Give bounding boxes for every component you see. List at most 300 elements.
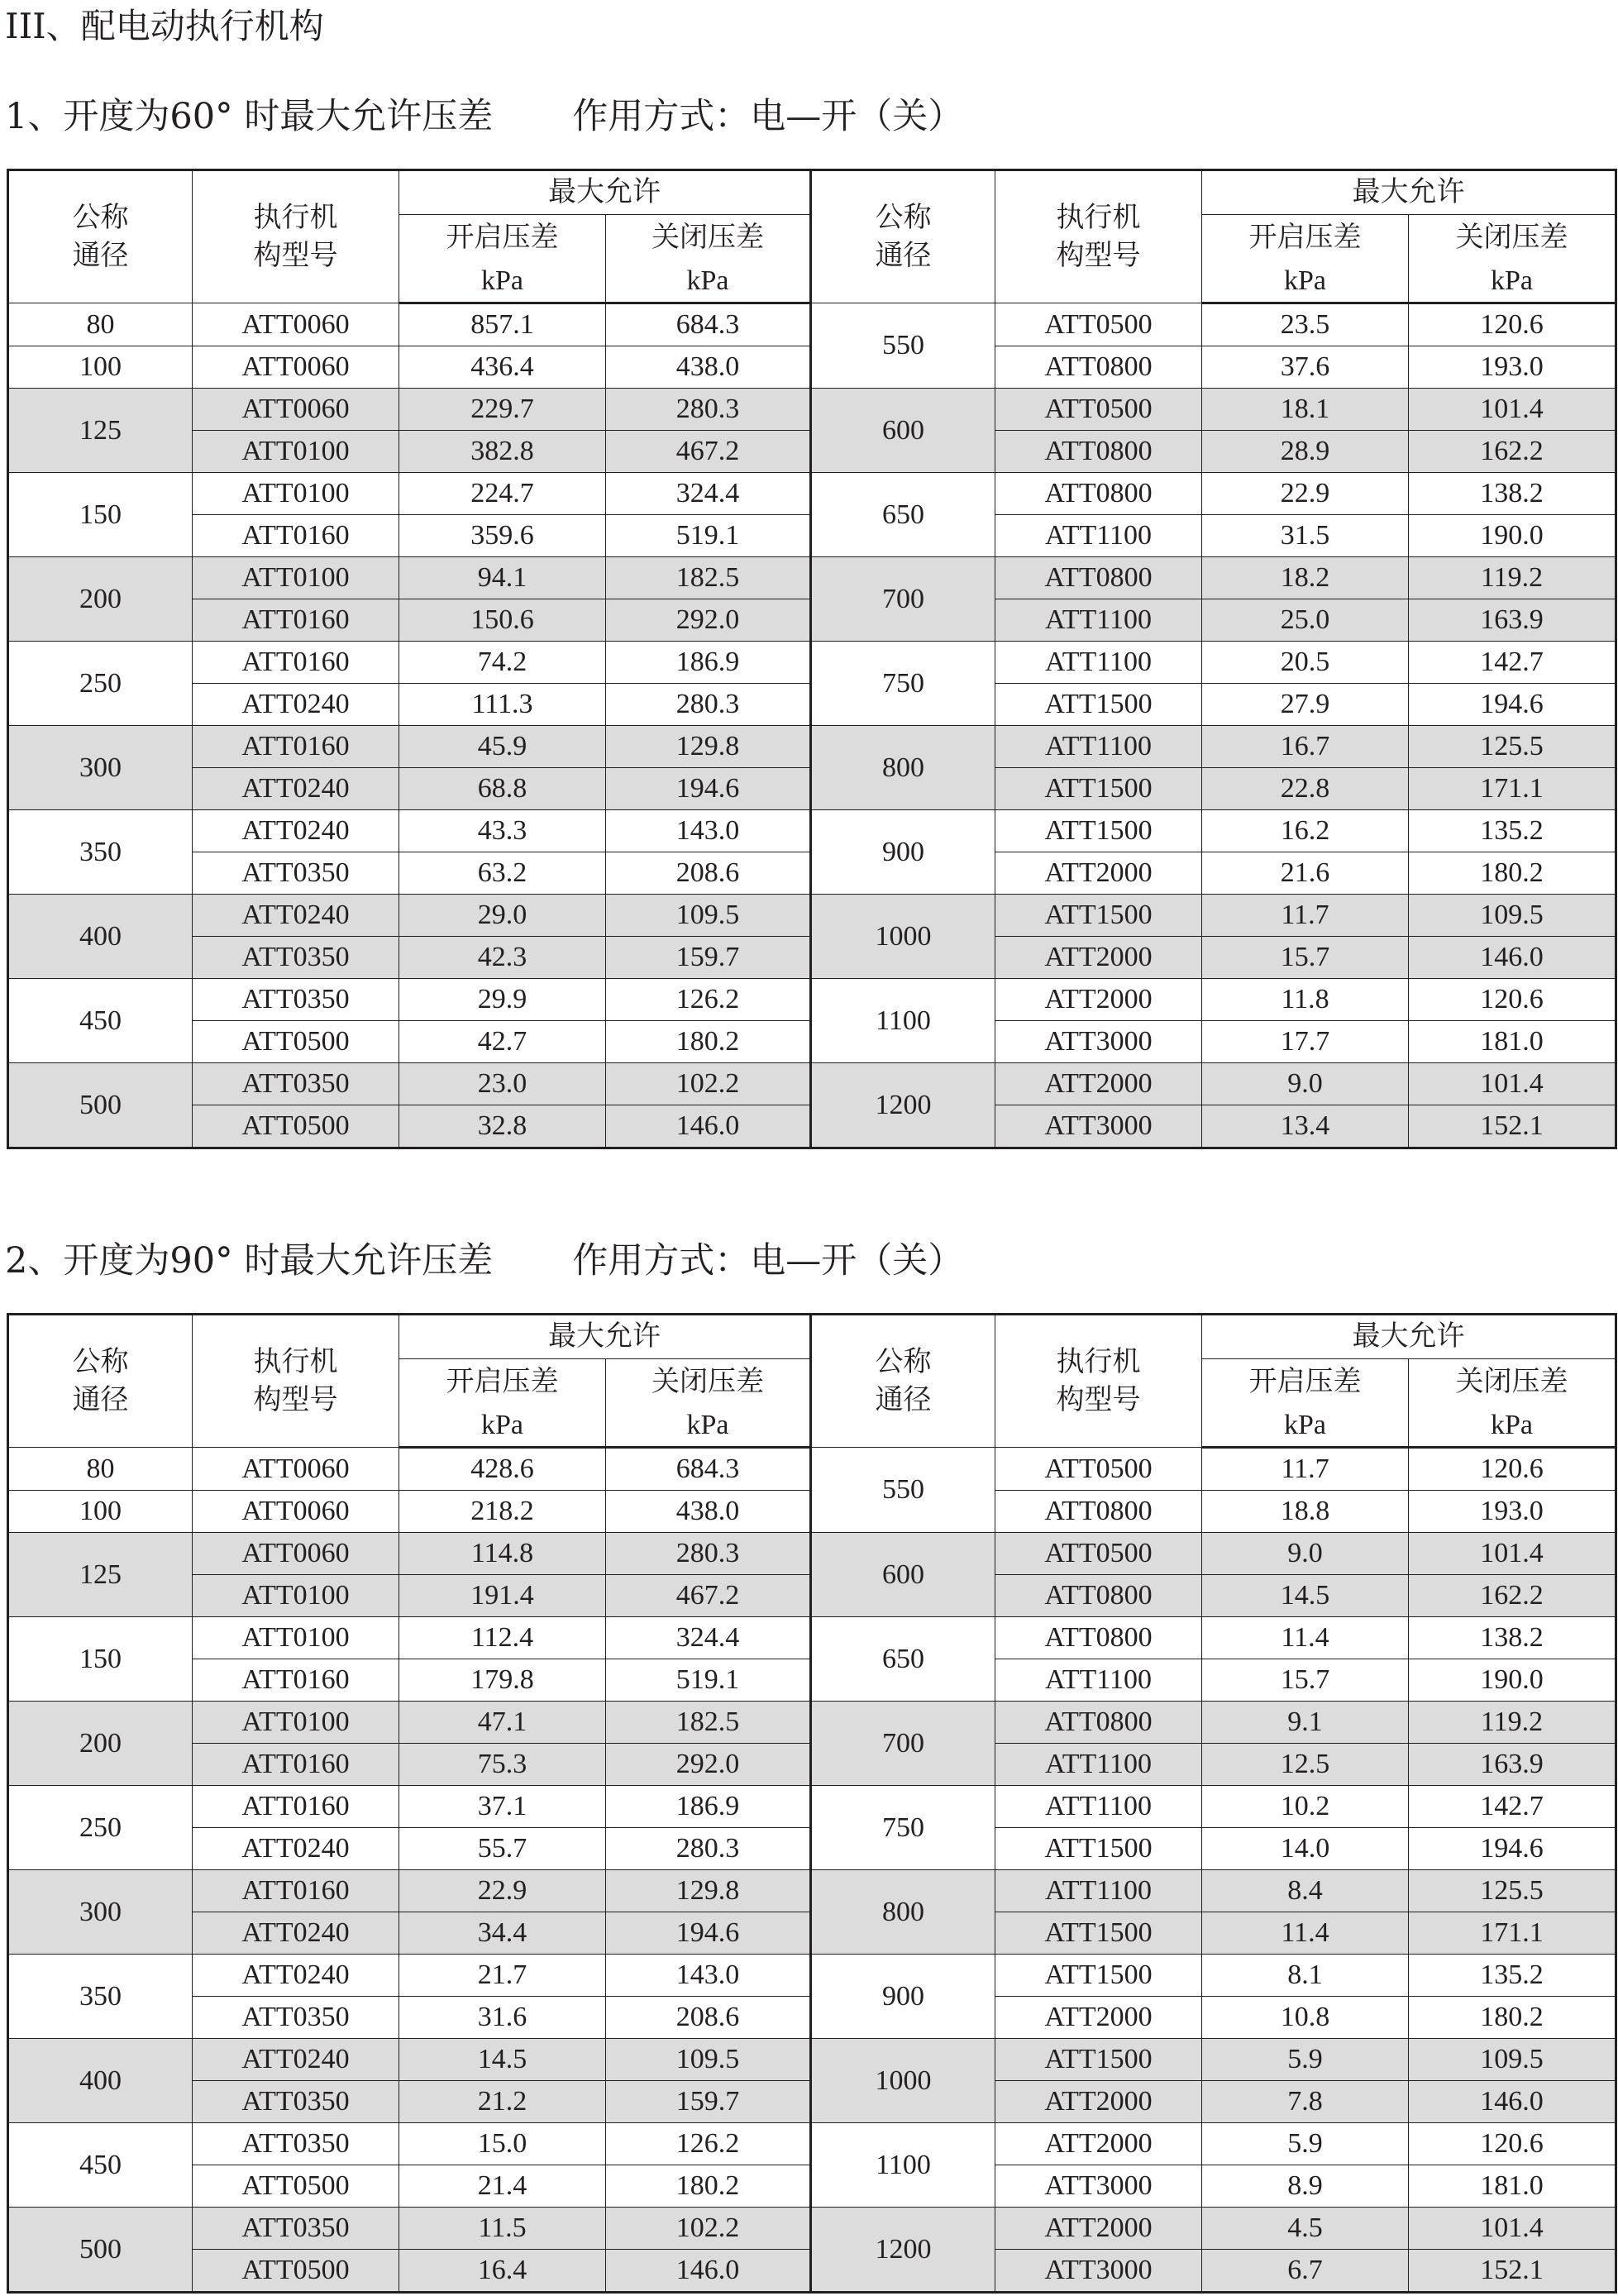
open-pressure-cell: 11.8 (1202, 979, 1409, 1021)
actuator-model-cell: ATT2000 (995, 937, 1202, 979)
actuator-model-cell: ATT1500 (995, 810, 1202, 852)
nominal-diameter-cell: 100 (8, 346, 193, 389)
open-pressure-cell: 37.6 (1202, 346, 1409, 389)
actuator-model-cell: ATT1500 (995, 1912, 1202, 1955)
open-pressure-cell: 191.4 (399, 1575, 606, 1617)
nominal-diameter-cell: 650 (811, 1617, 995, 1702)
actuator-model-cell: ATT3000 (995, 1105, 1202, 1148)
table-row (8, 1448, 1616, 1491)
actuator-model-cell: ATT0800 (995, 473, 1202, 515)
open-pressure-cell: 23.0 (399, 1063, 606, 1105)
table-row (8, 895, 1616, 937)
nominal-diameter-cell: 550 (811, 303, 995, 389)
close-pressure-cell: 146.0 (606, 1105, 811, 1148)
open-pressure-cell: 11.4 (1202, 1617, 1409, 1659)
open-pressure-cell: 359.6 (399, 515, 606, 557)
close-pressure-cell: 171.1 (1409, 768, 1616, 810)
close-pressure-cell: 182.5 (606, 1702, 811, 1744)
close-pressure-cell: 171.1 (1409, 1912, 1616, 1955)
actuator-model-cell: ATT1100 (995, 1870, 1202, 1912)
close-pressure-cell: 152.1 (1409, 2250, 1616, 2293)
section-1-table (7, 169, 1617, 1149)
close-pressure-cell: 129.8 (606, 1870, 811, 1912)
open-pressure-cell: 18.1 (1202, 389, 1409, 431)
open-pressure-cell: 4.5 (1202, 2208, 1409, 2250)
open-pressure-cell: 9.1 (1202, 1702, 1409, 1744)
close-pressure-cell: 101.4 (1409, 1533, 1616, 1575)
table-row (8, 810, 1616, 852)
open-pressure-cell: 15.7 (1202, 937, 1409, 979)
close-pressure-cell: 684.3 (606, 303, 811, 346)
open-pressure-cell: 23.5 (1202, 303, 1409, 346)
nominal-diameter-cell: 200 (8, 557, 193, 642)
header-open-diff: 开启压差 (399, 1359, 606, 1406)
open-pressure-cell: 42.3 (399, 937, 606, 979)
open-pressure-cell: 47.1 (399, 1702, 606, 1744)
header-unit: kPa (1409, 260, 1616, 303)
header-unit: kPa (1202, 1405, 1409, 1448)
actuator-model-cell: ATT2000 (995, 852, 1202, 895)
section-1-mode: 作用方式：电—开（关） (572, 96, 964, 137)
close-pressure-cell: 519.1 (606, 515, 811, 557)
header-max-allow: 最大允许 (399, 170, 811, 215)
actuator-model-cell: ATT3000 (995, 1021, 1202, 1063)
actuator-model-cell: ATT0800 (995, 1491, 1202, 1533)
actuator-model-cell: ATT0160 (193, 1659, 399, 1702)
open-pressure-cell: 436.4 (399, 346, 606, 389)
close-pressure-cell: 126.2 (606, 2123, 811, 2165)
nominal-diameter-cell: 550 (811, 1448, 995, 1533)
actuator-model-cell: ATT0800 (995, 346, 1202, 389)
section-2-mode: 作用方式：电—开（关） (572, 1240, 964, 1282)
open-pressure-cell: 25.0 (1202, 599, 1409, 642)
nominal-diameter-cell: 350 (8, 1955, 193, 2039)
actuator-model-cell: ATT0060 (193, 303, 399, 346)
actuator-model-cell: ATT1500 (995, 684, 1202, 726)
actuator-model-cell: ATT0500 (995, 1533, 1202, 1575)
open-pressure-cell: 428.6 (399, 1448, 606, 1491)
open-pressure-cell: 224.7 (399, 473, 606, 515)
open-pressure-cell: 43.3 (399, 810, 606, 852)
open-pressure-cell: 11.4 (1202, 1912, 1409, 1955)
actuator-model-cell: ATT0350 (193, 979, 399, 1021)
open-pressure-cell: 28.9 (1202, 431, 1409, 473)
table-row (8, 303, 1616, 346)
header-unit: kPa (606, 260, 811, 303)
actuator-model-cell: ATT0160 (193, 642, 399, 684)
header-model: 执行机 构型号 (995, 1315, 1202, 1448)
nominal-diameter-cell: 125 (8, 1533, 193, 1617)
open-pressure-cell: 12.5 (1202, 1744, 1409, 1786)
close-pressure-cell: 180.2 (606, 2165, 811, 2208)
nominal-diameter-cell: 500 (8, 1063, 193, 1148)
actuator-model-cell: ATT0060 (193, 1491, 399, 1533)
close-pressure-cell: 186.9 (606, 642, 811, 684)
open-pressure-cell: 31.5 (1202, 515, 1409, 557)
nominal-diameter-cell: 250 (8, 1786, 193, 1870)
nominal-diameter-cell: 200 (8, 1702, 193, 1786)
close-pressure-cell: 143.0 (606, 810, 811, 852)
close-pressure-cell: 138.2 (1409, 1617, 1616, 1659)
header-close-diff: 关闭压差 (1409, 215, 1616, 261)
actuator-model-cell: ATT0240 (193, 1912, 399, 1955)
table-row (8, 2208, 1616, 2250)
close-pressure-cell: 193.0 (1409, 1491, 1616, 1533)
header-dn: 公称 通径 (8, 170, 193, 303)
header-close-diff: 关闭压差 (606, 1359, 811, 1406)
actuator-model-cell: ATT1100 (995, 1659, 1202, 1702)
close-pressure-cell: 181.0 (1409, 1021, 1616, 1063)
close-pressure-cell: 519.1 (606, 1659, 811, 1702)
actuator-model-cell: ATT0800 (995, 1617, 1202, 1659)
actuator-model-cell: ATT2000 (995, 979, 1202, 1021)
close-pressure-cell: 125.5 (1409, 726, 1616, 768)
nominal-diameter-cell: 150 (8, 473, 193, 557)
nominal-diameter-cell: 450 (8, 2123, 193, 2208)
actuator-model-cell: ATT0240 (193, 810, 399, 852)
close-pressure-cell: 120.6 (1409, 303, 1616, 346)
header-close-diff: 关闭压差 (606, 215, 811, 261)
actuator-model-cell: ATT0160 (193, 1870, 399, 1912)
open-pressure-cell: 31.6 (399, 1997, 606, 2039)
open-pressure-cell: 75.3 (399, 1744, 606, 1786)
close-pressure-cell: 109.5 (606, 2039, 811, 2081)
close-pressure-cell: 280.3 (606, 684, 811, 726)
actuator-model-cell: ATT0240 (193, 1955, 399, 1997)
close-pressure-cell: 292.0 (606, 1744, 811, 1786)
actuator-model-cell: ATT0800 (995, 557, 1202, 599)
header-open-diff: 开启压差 (1202, 1359, 1409, 1406)
close-pressure-cell: 438.0 (606, 1491, 811, 1533)
close-pressure-cell: 280.3 (606, 1533, 811, 1575)
actuator-model-cell: ATT0160 (193, 515, 399, 557)
nominal-diameter-cell: 750 (811, 642, 995, 726)
close-pressure-cell: 109.5 (1409, 2039, 1616, 2081)
nominal-diameter-cell: 600 (811, 389, 995, 473)
actuator-model-cell: ATT0100 (193, 1702, 399, 1744)
close-pressure-cell: 208.6 (606, 852, 811, 895)
close-pressure-cell: 280.3 (606, 1828, 811, 1870)
open-pressure-cell: 5.9 (1202, 2123, 1409, 2165)
close-pressure-cell: 129.8 (606, 726, 811, 768)
table-row (8, 2123, 1616, 2165)
open-pressure-cell: 9.0 (1202, 1063, 1409, 1105)
header-max-allow: 最大允许 (1202, 170, 1616, 215)
close-pressure-cell: 152.1 (1409, 1105, 1616, 1148)
open-pressure-cell: 74.2 (399, 642, 606, 684)
close-pressure-cell: 162.2 (1409, 1575, 1616, 1617)
open-pressure-cell: 6.7 (1202, 2250, 1409, 2293)
table-row (8, 1702, 1616, 1744)
nominal-diameter-cell: 1100 (811, 979, 995, 1063)
open-pressure-cell: 42.7 (399, 1021, 606, 1063)
open-pressure-cell: 16.4 (399, 2250, 606, 2293)
nominal-diameter-cell: 350 (8, 810, 193, 895)
table-row (8, 1870, 1616, 1912)
actuator-model-cell: ATT0100 (193, 473, 399, 515)
actuator-model-cell: ATT0100 (193, 1575, 399, 1617)
close-pressure-cell: 467.2 (606, 1575, 811, 1617)
close-pressure-cell: 142.7 (1409, 642, 1616, 684)
close-pressure-cell: 135.2 (1409, 810, 1616, 852)
close-pressure-cell: 194.6 (1409, 1828, 1616, 1870)
close-pressure-cell: 101.4 (1409, 1063, 1616, 1105)
open-pressure-cell: 13.4 (1202, 1105, 1409, 1148)
close-pressure-cell: 119.2 (1409, 557, 1616, 599)
open-pressure-cell: 857.1 (399, 303, 606, 346)
actuator-model-cell: ATT1500 (995, 1828, 1202, 1870)
actuator-model-cell: ATT0060 (193, 1533, 399, 1575)
nominal-diameter-cell: 250 (8, 642, 193, 726)
actuator-model-cell: ATT0350 (193, 937, 399, 979)
open-pressure-cell: 10.2 (1202, 1786, 1409, 1828)
open-pressure-cell: 114.8 (399, 1533, 606, 1575)
close-pressure-cell: 135.2 (1409, 1955, 1616, 1997)
table-row (8, 642, 1616, 684)
close-pressure-cell: 324.4 (606, 473, 811, 515)
open-pressure-cell: 22.9 (399, 1870, 606, 1912)
table-row (8, 389, 1616, 431)
nominal-diameter-cell: 1200 (811, 1063, 995, 1148)
close-pressure-cell: 180.2 (1409, 1997, 1616, 2039)
open-pressure-cell: 29.9 (399, 979, 606, 1021)
nominal-diameter-cell: 1000 (811, 895, 995, 979)
actuator-model-cell: ATT1100 (995, 1786, 1202, 1828)
actuator-model-cell: ATT2000 (995, 2081, 1202, 2123)
close-pressure-cell: 109.5 (1409, 895, 1616, 937)
open-pressure-cell: 32.8 (399, 1105, 606, 1148)
close-pressure-cell: 180.2 (1409, 852, 1616, 895)
open-pressure-cell: 382.8 (399, 431, 606, 473)
close-pressure-cell: 438.0 (606, 346, 811, 389)
actuator-model-cell: ATT1500 (995, 768, 1202, 810)
header-unit: kPa (1202, 260, 1409, 303)
open-pressure-cell: 22.9 (1202, 473, 1409, 515)
actuator-model-cell: ATT0500 (193, 2165, 399, 2208)
open-pressure-cell: 111.3 (399, 684, 606, 726)
actuator-model-cell: ATT0800 (995, 1702, 1202, 1744)
actuator-model-cell: ATT0500 (995, 303, 1202, 346)
open-pressure-cell: 37.1 (399, 1786, 606, 1828)
nominal-diameter-cell: 900 (811, 1955, 995, 2039)
header-dn: 公称 通径 (811, 170, 995, 303)
open-pressure-cell: 20.5 (1202, 642, 1409, 684)
close-pressure-cell: 120.6 (1409, 979, 1616, 1021)
section-2-heading (5, 1232, 963, 1290)
actuator-model-cell: ATT0240 (193, 768, 399, 810)
actuator-model-cell: ATT0500 (193, 1105, 399, 1148)
actuator-model-cell: ATT0100 (193, 431, 399, 473)
nominal-diameter-cell: 300 (8, 1870, 193, 1955)
open-pressure-cell: 94.1 (399, 557, 606, 599)
close-pressure-cell: 142.7 (1409, 1786, 1616, 1828)
table-row (8, 1063, 1616, 1105)
nominal-diameter-cell: 450 (8, 979, 193, 1063)
actuator-model-cell: ATT3000 (995, 2250, 1202, 2293)
close-pressure-cell: 180.2 (606, 1021, 811, 1063)
close-pressure-cell: 190.0 (1409, 1659, 1616, 1702)
open-pressure-cell: 112.4 (399, 1617, 606, 1659)
close-pressure-cell: 324.4 (606, 1617, 811, 1659)
close-pressure-cell: 101.4 (1409, 389, 1616, 431)
section-2-table (7, 1313, 1617, 2294)
header-dn: 公称 通径 (8, 1315, 193, 1448)
actuator-model-cell: ATT0800 (995, 431, 1202, 473)
close-pressure-cell: 280.3 (606, 389, 811, 431)
close-pressure-cell: 159.7 (606, 2081, 811, 2123)
nominal-diameter-cell: 400 (8, 2039, 193, 2123)
open-pressure-cell: 21.6 (1202, 852, 1409, 895)
open-pressure-cell: 16.2 (1202, 810, 1409, 852)
close-pressure-cell: 126.2 (606, 979, 811, 1021)
open-pressure-cell: 22.8 (1202, 768, 1409, 810)
actuator-model-cell: ATT0500 (995, 1448, 1202, 1491)
actuator-model-cell: ATT1500 (995, 1955, 1202, 1997)
close-pressure-cell: 146.0 (1409, 2081, 1616, 2123)
nominal-diameter-cell: 80 (8, 1448, 193, 1491)
nominal-diameter-cell: 100 (8, 1491, 193, 1533)
actuator-model-cell: ATT2000 (995, 2123, 1202, 2165)
header-max-allow: 最大允许 (399, 1315, 811, 1359)
actuator-model-cell: ATT0160 (193, 726, 399, 768)
close-pressure-cell: 194.6 (606, 768, 811, 810)
actuator-model-cell: ATT1500 (995, 2039, 1202, 2081)
open-pressure-cell: 11.7 (1202, 895, 1409, 937)
open-pressure-cell: 14.5 (1202, 1575, 1409, 1617)
open-pressure-cell: 29.0 (399, 895, 606, 937)
close-pressure-cell: 146.0 (606, 2250, 811, 2293)
actuator-model-cell: ATT0240 (193, 895, 399, 937)
open-pressure-cell: 150.6 (399, 599, 606, 642)
header-unit: kPa (606, 1405, 811, 1448)
header-open-diff: 开启压差 (1202, 215, 1409, 261)
open-pressure-cell: 218.2 (399, 1491, 606, 1533)
open-pressure-cell: 16.7 (1202, 726, 1409, 768)
open-pressure-cell: 15.7 (1202, 1659, 1409, 1702)
actuator-model-cell: ATT0240 (193, 684, 399, 726)
actuator-model-cell: ATT0350 (193, 2081, 399, 2123)
open-pressure-cell: 11.7 (1202, 1448, 1409, 1491)
table-row (8, 1955, 1616, 1997)
open-pressure-cell: 14.5 (399, 2039, 606, 2081)
nominal-diameter-cell: 650 (811, 473, 995, 557)
open-pressure-cell: 27.9 (1202, 684, 1409, 726)
actuator-model-cell: ATT1100 (995, 1744, 1202, 1786)
open-pressure-cell: 11.5 (399, 2208, 606, 2250)
section-2-title: 2、开度为90° 时最大允许压差 (5, 1240, 494, 1282)
close-pressure-cell: 146.0 (1409, 937, 1616, 979)
actuator-model-cell: ATT1100 (995, 726, 1202, 768)
table-row (8, 726, 1616, 768)
open-pressure-cell: 8.9 (1202, 2165, 1409, 2208)
close-pressure-cell: 120.6 (1409, 1448, 1616, 1491)
nominal-diameter-cell: 80 (8, 303, 193, 346)
nominal-diameter-cell: 750 (811, 1786, 995, 1870)
open-pressure-cell: 34.4 (399, 1912, 606, 1955)
nominal-diameter-cell: 700 (811, 1702, 995, 1786)
close-pressure-cell: 194.6 (1409, 684, 1616, 726)
nominal-diameter-cell: 300 (8, 726, 193, 810)
table-row (8, 1533, 1616, 1575)
actuator-model-cell: ATT0350 (193, 852, 399, 895)
close-pressure-cell: 125.5 (1409, 1870, 1616, 1912)
actuator-model-cell: ATT3000 (995, 2165, 1202, 2208)
actuator-model-cell: ATT1100 (995, 599, 1202, 642)
table-row (8, 979, 1616, 1021)
actuator-model-cell: ATT1100 (995, 515, 1202, 557)
header-dn: 公称 通径 (811, 1315, 995, 1448)
table-row (8, 2039, 1616, 2081)
close-pressure-cell: 109.5 (606, 895, 811, 937)
open-pressure-cell: 18.8 (1202, 1491, 1409, 1533)
open-pressure-cell: 55.7 (399, 1828, 606, 1870)
section-1-heading (5, 88, 963, 146)
actuator-model-cell: ATT2000 (995, 1997, 1202, 2039)
actuator-model-cell: ATT0240 (193, 1828, 399, 1870)
actuator-model-cell: ATT0500 (995, 389, 1202, 431)
actuator-model-cell: ATT0100 (193, 1617, 399, 1659)
open-pressure-cell: 15.0 (399, 2123, 606, 2165)
close-pressure-cell: 190.0 (1409, 515, 1616, 557)
close-pressure-cell: 163.9 (1409, 599, 1616, 642)
actuator-model-cell: ATT0160 (193, 1744, 399, 1786)
actuator-model-cell: ATT0240 (193, 2039, 399, 2081)
actuator-model-cell: ATT0160 (193, 599, 399, 642)
section-1-title: 1、开度为60° 时最大允许压差 (5, 96, 494, 137)
header-model: 执行机 构型号 (995, 170, 1202, 303)
table-row (8, 1617, 1616, 1659)
actuator-model-cell: ATT0350 (193, 2208, 399, 2250)
actuator-model-cell: ATT0160 (193, 1786, 399, 1828)
actuator-model-cell: ATT0350 (193, 1063, 399, 1105)
close-pressure-cell: 163.9 (1409, 1744, 1616, 1786)
close-pressure-cell: 102.2 (606, 2208, 811, 2250)
open-pressure-cell: 8.4 (1202, 1870, 1409, 1912)
nominal-diameter-cell: 600 (811, 1533, 995, 1617)
close-pressure-cell: 193.0 (1409, 346, 1616, 389)
close-pressure-cell: 181.0 (1409, 2165, 1616, 2208)
actuator-model-cell: ATT2000 (995, 1063, 1202, 1105)
nominal-diameter-cell: 800 (811, 726, 995, 810)
header-unit: kPa (399, 1405, 606, 1448)
header-close-diff: 关闭压差 (1409, 1359, 1616, 1406)
nominal-diameter-cell: 800 (811, 1870, 995, 1955)
open-pressure-cell: 63.2 (399, 852, 606, 895)
nominal-diameter-cell: 125 (8, 389, 193, 473)
close-pressure-cell: 186.9 (606, 1786, 811, 1828)
nominal-diameter-cell: 400 (8, 895, 193, 979)
open-pressure-cell: 7.8 (1202, 2081, 1409, 2123)
open-pressure-cell: 10.8 (1202, 1997, 1409, 2039)
nominal-diameter-cell: 150 (8, 1617, 193, 1702)
open-pressure-cell: 8.1 (1202, 1955, 1409, 1997)
header-unit: kPa (399, 260, 606, 303)
nominal-diameter-cell: 1100 (811, 2123, 995, 2208)
open-pressure-cell: 17.7 (1202, 1021, 1409, 1063)
close-pressure-cell: 194.6 (606, 1912, 811, 1955)
open-pressure-cell: 45.9 (399, 726, 606, 768)
close-pressure-cell: 143.0 (606, 1955, 811, 1997)
page-heading: III、配电动执行机构 (5, 6, 324, 46)
open-pressure-cell: 68.8 (399, 768, 606, 810)
nominal-diameter-cell: 1000 (811, 2039, 995, 2123)
close-pressure-cell: 159.7 (606, 937, 811, 979)
open-pressure-cell: 5.9 (1202, 2039, 1409, 2081)
close-pressure-cell: 102.2 (606, 1063, 811, 1105)
table-row (8, 473, 1616, 515)
close-pressure-cell: 208.6 (606, 1997, 811, 2039)
actuator-model-cell: ATT1500 (995, 895, 1202, 937)
